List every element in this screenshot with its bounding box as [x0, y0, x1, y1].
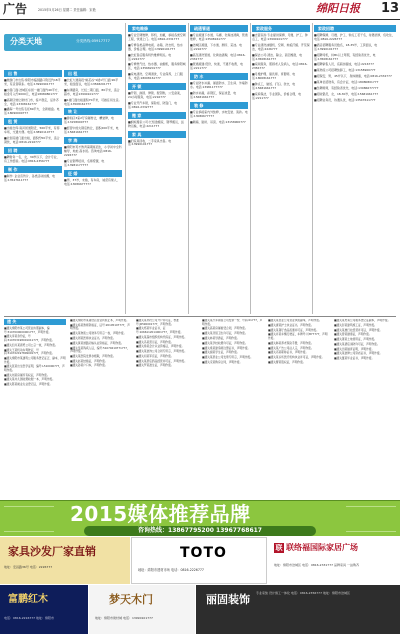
lost-notice-item: ■遗失绵阳市某餐饮店营业执照正本，声明作废。 [70, 319, 129, 322]
classified-ad: ■专修各类品牌电视、冰箱、洗衣机，热水器，价格合理。电话:13990101777 [128, 42, 183, 51]
lost-notice-item: ■遗失刘某房屋所有权证，声明作废。 [4, 372, 50, 377]
classified-ad: ■急聘厨师，有经验者优先，电话:13086677777 [314, 86, 379, 91]
decoration-left [4, 506, 54, 532]
classified-column-4 [190, 23, 248, 315]
classified-ad: ■高压清洗管道、化粪池清掏，电话:0816-2332777 [190, 52, 246, 61]
classified-ad: ■1楼门面出租面积70平米，可做任何生意。电话:13508161777 [64, 97, 122, 106]
classified-ad: ■酒店招聘服务员数名，18-35岁，工资面议，电话:13990101777 [314, 42, 378, 51]
ad-title: TOTO [180, 545, 227, 561]
lost-notice-item: ■遗失陈某就业失业登记证，声明作废。 [4, 382, 53, 387]
lost-notice-item: ■遗失某学校收费许可证，声明作废。 [202, 340, 248, 345]
lost-notice-item: ■遗失董某毕业证书，声明作废。 [334, 356, 375, 361]
home-plaza-ad [268, 537, 400, 584]
lost-notice-item: ■遗失何某军官证，声明作废。 [136, 353, 174, 358]
classified-ad: ■刷墙、贴砖、吊顶、电话:13158900777 [190, 119, 246, 124]
classified-ad: ■招聘销售人员，底薪加提成，电话:2216777 [314, 62, 374, 67]
classified-column-2 [64, 68, 122, 315]
lost-notice-item: ■遗失田某婚育证明，声明作废。 [334, 346, 375, 351]
ad-title: 家具沙发厂家直销 [8, 545, 96, 558]
lost-notice-item: ■遗失某医院发票存根联，声明作废。 [70, 353, 116, 358]
lost-notice-item: ■遗失曹某股权证，声明作废。 [268, 359, 306, 364]
promo-phone: 咨询热线：13867795200 13967768617 [84, 526, 316, 536]
category-heading: 转 让 [64, 108, 122, 115]
classified-ad: ■经营中的火锅店转让，面积200平米，电话:15681661777 [64, 126, 119, 135]
classified-ad: ■月嫂护理、催乳师、育婴师、电话:18008161777 [252, 72, 296, 81]
column-divider [188, 23, 189, 314]
newspaper-logo: 绵阳日报 [316, 2, 360, 15]
classified-ad: ■制作: 企业宣传片、各类活动拍摄，电话:13547611777 [4, 173, 55, 182]
category-heading: 搬 家 [128, 112, 186, 119]
lost-notice-item: ■遗失某物流公司财务专用章一枚，声明作废。 [70, 331, 127, 336]
category-heading: 招 聘 [4, 147, 62, 154]
classified-ad: ■家政服务，照顾老人及病人，电话:0816-2356777 [252, 62, 308, 71]
lost-notice-item: ■遗失彭某建筑施工证，声明作废。 [334, 322, 377, 327]
classified-ad: ■鑫海一号出售毛坯89平方，全新楼盘。电话:18090000777 [4, 107, 60, 116]
banner-title: 分类天地 [10, 37, 42, 46]
ad-contact: 地址：绵阳市涪城区 电话：0816-2331777 品牌家具 一站购齐 [274, 563, 359, 567]
lost-notice-item: ■遗失宋某购房合同，声明作废。 [202, 359, 243, 364]
column-divider [125, 23, 126, 314]
column-divider [250, 23, 251, 314]
lost-notice-item: ■遗失张某出生医学证明，编号:L510000777，声明作废。 [4, 364, 65, 372]
category-heading: 家电维修 [128, 25, 186, 32]
lost-notice-item: ■遗失某宾馆卫生许可证，声明作废。 [202, 331, 248, 336]
ad-contact: 地址：绵阳市建材城 电话：13990101777 [95, 616, 153, 620]
ad-contact: 地址：绵阳市建材市场 电话：0816-2226777 [138, 568, 204, 572]
ad-title: 富鹏红木 [8, 594, 48, 605]
classified-ad: ■男，37岁，未婚，有车房，诚觅有缘人，电话:13086677777 [64, 177, 120, 186]
lost-notice-item: ■遗失周某医师执业证书，声明作废。 [70, 335, 116, 340]
decoration-company-ad [196, 585, 400, 634]
promo-title: 2015媒体推荐品牌 [70, 502, 251, 526]
lost-notice-item: ■遗失某农业公司营业执照副本，声明作废。 [268, 319, 322, 322]
furniture-ad [0, 537, 130, 584]
classified-ad: ■吉蓝家政:专业提供保姆、月嫂、护工、钟点工，电话:13990101777 [252, 33, 308, 41]
lost-notice-item: ■遗失某酒店消防许可证，声明作废。 [334, 341, 380, 346]
lost-notice-item: ■遗失徐某会计从业资格证，声明作废。 [136, 344, 185, 349]
category-heading: 家政服务 [252, 25, 310, 32]
classified-ad: ■高新区转让建材门市，客户稳定，证件齐全，电话:13308161777 [4, 97, 59, 106]
ad-contact: 专业家装 设计施工一体化 电话：0816-2356777 地址：绵阳市涪城区 [256, 591, 350, 595]
classified-ad: ■蚂蚁搬家公司:长短途搬家，钢琴搬运，货物运输，电话:2211777 [128, 119, 184, 128]
lost-notice-item: ■遗失韩某养老保险手册，声明作废。 [268, 340, 314, 345]
ad-contact: 电话：0816-2216777 地址：绵阳市 [4, 616, 55, 620]
lost-notice-item: ■遗失某药业公司发票专用章，声明作废。 [202, 355, 253, 360]
lost-notice-item: ■遗失高某房屋租赁合同，声明作废。 [202, 326, 248, 331]
notice-column-4 [202, 319, 264, 495]
lost-notice-item: ■遗失曾某健康证，声明作废。 [334, 332, 372, 337]
classified-ad: ■某单位招财务，有会计证，电话:18980801777 [314, 80, 379, 85]
brand-logo: 联 [275, 544, 283, 552]
wood-door-ad [89, 585, 195, 634]
lost-notice-item: ■遗失梁某建造师注册证书，声明作废。 [202, 345, 251, 350]
classified-ad: ■专业防水补漏、屋面防水、卫生间、外墙防水。电话:13981177777 [190, 81, 248, 90]
lost-notice-item: ■遗失某幼儿园收费收据一本，声明作废。 [4, 377, 55, 382]
classified-ad: ■东津路旁，长虹二期门面，80平米，适合超市，电话13990101777 [64, 87, 120, 96]
lost-notice-item: ■遗失某广告公司法人章，声明作废。 [268, 345, 314, 350]
notice-heading: 遗 失 [4, 319, 66, 325]
lost-notice-item: ■遗失黄某道路运输从业资格证，声明作废。 [70, 340, 124, 345]
classified-column-1 [4, 68, 62, 315]
lost-notice-item: ■遗失冯某营运证，声明作废。 [136, 339, 174, 344]
classified-ad: ■专业疏通下水道、马桶、化粪池清掏，管道维修，电话:13508161777 [190, 33, 248, 41]
section-title: 广告 [3, 2, 28, 16]
category-heading: 家政招聘 [314, 25, 396, 32]
classified-ad: ■专业开汽车锁，保险柜，防盗门，电话:0816-2332777 [128, 100, 177, 109]
category-heading: 制 作 [4, 166, 62, 173]
lost-notice-item: ■遗失唐某护士执业证书，声明作废。 [268, 322, 314, 327]
lost-notice-item: ■遗失罗某准生证，声明作废。 [136, 363, 174, 368]
classified-ad: ■保洁公司:清洁、除尘、高空擦窗，电话:13508161777 [252, 52, 302, 61]
classified-ad: ■钟点工，做饭、打扫、洗衣，电话:15681661777 [252, 82, 296, 90]
lost-notice-item: ■遗失谢某学生证，声明作废。 [202, 350, 240, 355]
lost-notice-item: ■遗失绵阳市某建筑公司税务登记证正、副本，声明作废。 [4, 355, 66, 364]
lost-notice-item: ■遗失某贸易公司税务登记证副本，声明作废。 [334, 319, 391, 322]
notice-column-5 [268, 319, 330, 495]
lost-notice-item: ■遗失某超市组织机构代码证，声明作废。 [136, 334, 187, 339]
column-divider [312, 23, 313, 314]
classified-banner [4, 34, 122, 51]
lost-notice-item: ■遗失某药店药品经营许可证，声明作废。 [136, 358, 187, 363]
category-heading: 学 海 [64, 137, 122, 144]
lost-notice-item: ■遗失某装饰公司合同专用章，声明作废。 [136, 349, 187, 354]
classified-ad: ■专修燃气灶、热水器、油烟机，服务绵阳城区，电话:13568201777 [128, 62, 186, 71]
classified-ad: ■长虹大道南段"桃花谷"1楼1号门面:90平米，租金面议，电话:13568201777 [64, 78, 119, 86]
category-heading: 装 修 [190, 102, 248, 109]
classified-ad: ■长虹售后服务特约维修网点。电话:2222777 [128, 52, 172, 61]
category-heading: 租 赁 [4, 118, 62, 125]
lost-notice-item: ■遗失四川某商贸公司公章一枚，声明作废。 [4, 342, 58, 347]
classified-ad: ■北街底楼门面出租，面积约50平米，适合餐饮，电话:0816-2216777 [4, 136, 60, 144]
classified-ad: ■出售门面:涪城区东街一楼门面约40平方，租金月入约2000元，电话18980801777 [4, 87, 61, 96]
lost-notice-item: ■遗失某汽车销售公司发票一份，号码:01777，声明作废。 [202, 319, 263, 326]
ad-title: 联络福国际家居广场 [286, 543, 358, 552]
classified-column-3 [128, 23, 186, 315]
classified-ad: ■招聘司机，持B1以上驾照，有经验者优先，电话:13508161777 [314, 52, 376, 61]
category-heading: 出 售 [4, 70, 62, 77]
classified-ad: ■某物流公司招聘装卸工，电话:13158900777 [314, 68, 376, 73]
media-brand-banner [0, 500, 400, 536]
issue-date: 2015年5月26日 星期二 责任编辑：宋艳 [38, 8, 96, 12]
category-heading: 出 租 [64, 70, 122, 77]
classified-ad: ■专业钢琴培训，名师授课，电话:13981177777 [64, 158, 105, 167]
lost-notice-item: ■遗失某旅行社经营许可证，声明作废。 [334, 327, 383, 332]
lost-notice-item: ■遗失杨某教师资格证，证号:20105107777，声明作废。 [70, 322, 130, 331]
lost-notice-item: ■遗失萧某土地使用证，声明作废。 [334, 337, 377, 342]
classified-column-6 [314, 23, 396, 315]
lost-notice-item: ■遗失李某身份证，号码:510703198001011777，声明作废。 [4, 334, 55, 342]
classified-ad: ■招收银员，女，18-30岁，电话:15681661777 [314, 91, 379, 96]
classified-ad: ■招聘保姆、月嫂、护工、钟点工若干名，待遇优厚，包吃住，电话:0816-2226777 [314, 33, 395, 41]
ad-title: 丽固装饰 [206, 593, 250, 606]
classified-ad: ■专业承接室内外装修、水电安装、瓷砖。电话:13086677777 [190, 109, 248, 118]
lost-notice-item: ■遗失赵某结婚证，声明作废。 [70, 358, 108, 363]
classified-ad: ■招聘业务员，待遇从优，电话:13547611777 [314, 97, 376, 102]
lost-notices-section [4, 316, 396, 496]
notice-column-3 [136, 319, 198, 495]
category-heading: 开 锁 [128, 83, 186, 90]
classified-ad: ■聘财务一名，女，30岁以下，会计专业，有工作经验。电话:0816-2356777 [4, 154, 60, 163]
decoration-right [346, 506, 396, 532]
ad-contact: 地址：安昌路36号 电话：2226777 [4, 565, 53, 569]
classified-ad: ■出租仓库:南河街道附近，500平米，有停车场，交通方便。电话:13890110777 [4, 126, 60, 135]
classified-ad: ■开锁、换锁、修锁、配钥匙，公安备案，24小时服务，电话:2216777 [128, 91, 183, 99]
redwood-ad [0, 585, 88, 634]
classified-ad: ■涪城区疏通，下水道、厕所、菜池。电话:2216777 [190, 42, 242, 51]
classified-ad: ■管道疏通:低价，快速，不通不收费，电话:2211777 [190, 62, 243, 71]
classified-ad: ■防水补漏，彩钢瓦，保证质量，电话:15681661777 [190, 91, 237, 99]
notice-column-1 [4, 319, 66, 495]
classified-ad: ■招保安，男，45岁以下，身体健康，电话:0816-2332777 [314, 74, 392, 79]
lost-notice-item: ■遗失吴某残疾人证，编号:51070219771777，声明作废。 [70, 345, 130, 354]
classified-ad: ■旅游门市出售:绵阳市临园路口附近约18平米，有意者联系。电话:13990901777 [4, 78, 61, 86]
classified-ad: ■专业空调维修、移机、加氟，承接各类空调工程，快速上门。电话:0816-2331777 [128, 33, 186, 41]
ads-row-1 [0, 537, 400, 584]
lost-notice-item: ■遗失邓某职称证书，声明作废。 [268, 350, 309, 355]
lost-notice-item: ■遗失某装修公司资质证书，声明作废。 [334, 351, 383, 356]
lost-notice-item: ■遗失王某机动车驾驶证，号码:510722197809091777，声明作废。 [4, 347, 55, 356]
lost-notice-item: ■遗失绵阳市某公司营业执照副本，编号:5107000000001777，声明作废。 [4, 326, 52, 334]
category-heading: 防 水 [190, 73, 248, 80]
banner-phone: 分类热线:05917777 [76, 39, 110, 43]
lost-notice-item: ■遗失某诊所医疗机构执业许可证，声明作废。 [268, 355, 325, 360]
lost-notice-item: ■遗失许某车辆行驶证，车牌号:川B77777，声明作废。 [268, 332, 328, 340]
category-heading: 家 具 [128, 131, 186, 138]
classified-ad: ■游仙区3室2厅房屋转让，精装修，电话:13158900777 [64, 116, 114, 125]
lost-notice-item: ■遗失林某导游证，声明作废。 [202, 335, 240, 340]
classified-ad: ■家庭保洁，专业团队，价格合理，电话:2211777 [252, 91, 301, 100]
category-heading: 征 婚 [64, 170, 122, 177]
toto-ad [131, 537, 267, 584]
ads-row-2 [0, 585, 400, 634]
classified-ad: ■家电清洗、空调清洗，专业保养，上门服务，电话:18008161777 [128, 72, 183, 81]
classified-column-5 [252, 23, 310, 315]
lost-notice-item: ■遗失某科技公司开户许可证，核准号:J6590001777，声明作废。 [136, 319, 179, 326]
classified-ad: ■专业清洗油烟机、空调、地板打蜡、开荒保洁，电话:2226777 [252, 42, 310, 51]
page-number: 13 [381, 1, 400, 16]
ad-title: 梦天木门 [109, 593, 153, 606]
page-header [0, 0, 400, 20]
classified-ad: ■旧家具回收，二手家具出售。电话:13990101777 [128, 138, 172, 147]
category-heading: 疏通管道 [190, 25, 248, 32]
lost-notice-item: ■遗失孙某户口本，声明作废。 [70, 363, 108, 368]
lost-notice-item: ■遗失某餐厅食品流通许可证，声明作废。 [268, 327, 319, 332]
classified-ad: ■绵阳市英才教育暑期班招生，小学初中全科辅导，地址:高水街。咨询电话:0816-2226777 [64, 145, 122, 157]
lost-notice-item: ■遗失郑某毕业证书，证号:1066112014001777，声明作废。 [136, 326, 184, 334]
notice-column-2 [70, 319, 132, 495]
notice-column-6 [334, 319, 396, 495]
